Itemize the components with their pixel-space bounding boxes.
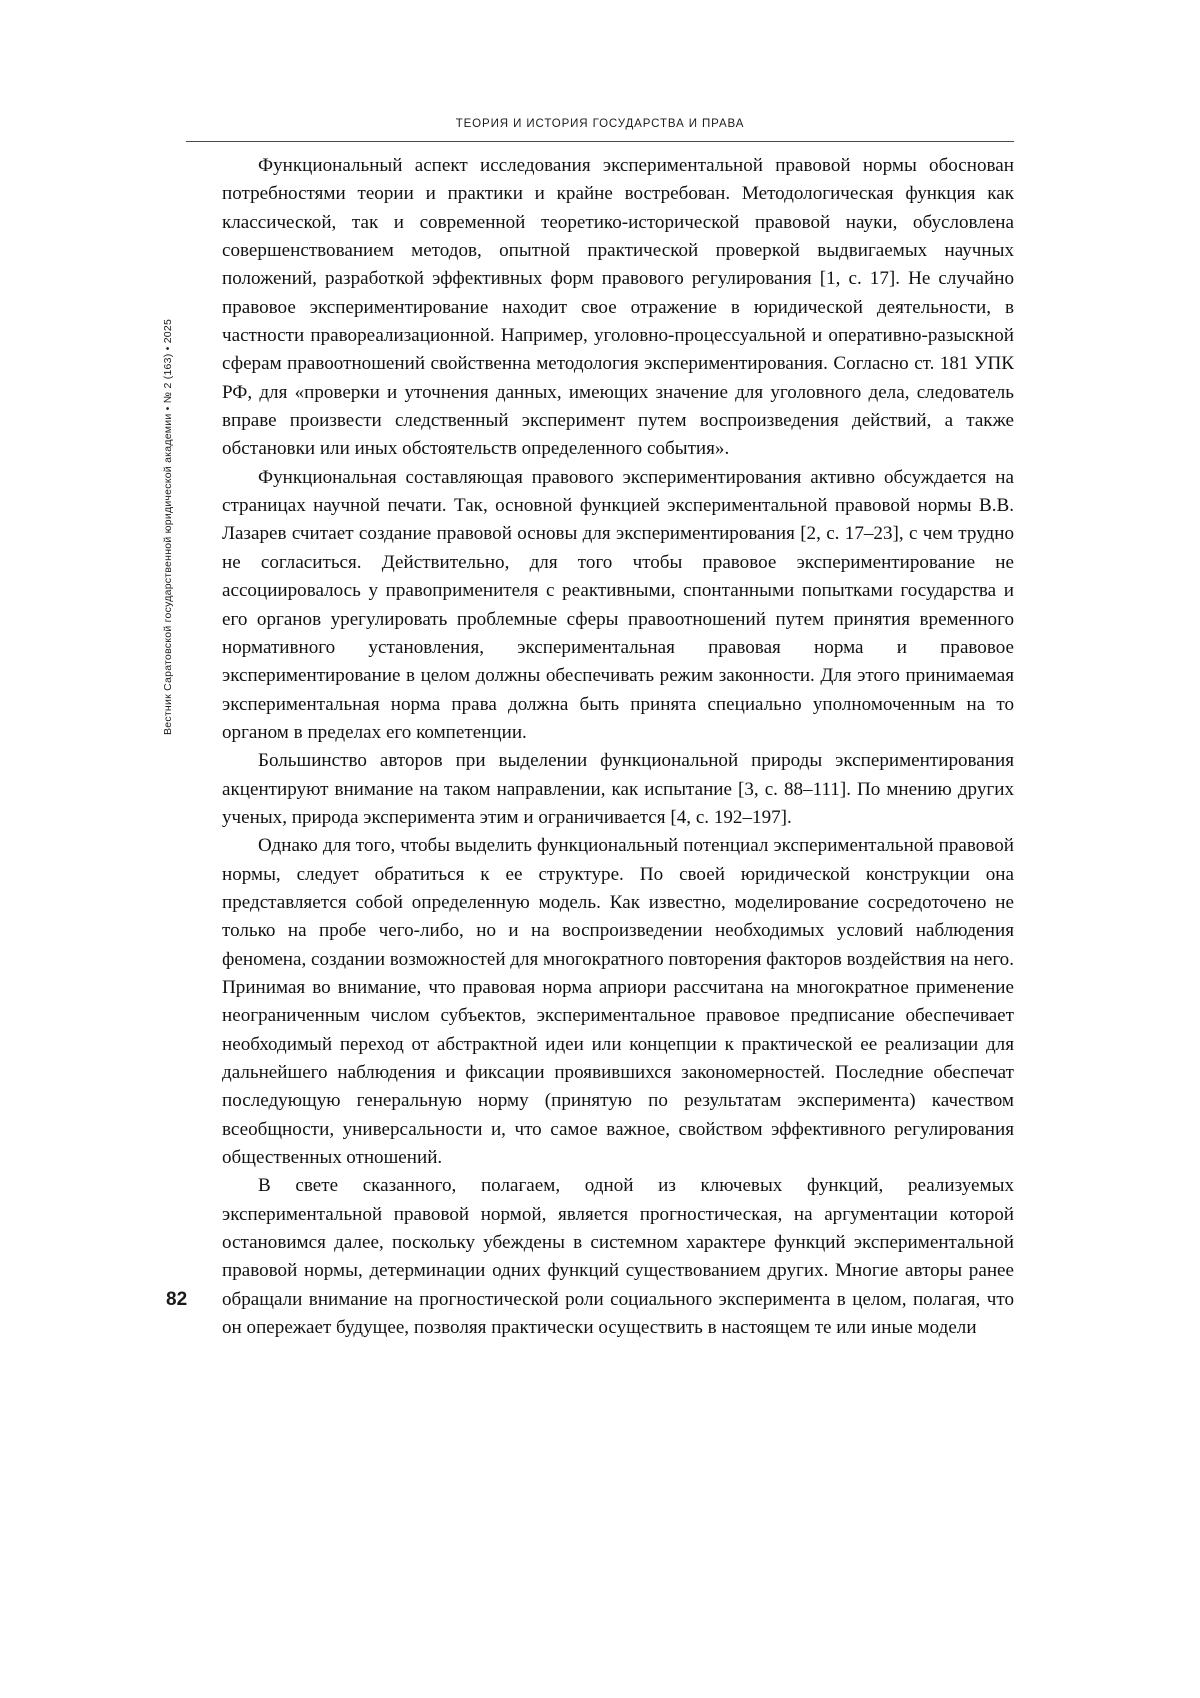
running-head: ТЕОРИЯ И ИСТОРИЯ ГОСУДАРСТВА И ПРАВА bbox=[455, 118, 745, 130]
paragraph: Большинство авторов при выделении функциональной природы экспериментирования акцентируют внимание на таком направлении, как испытание [3, с. 88–111]. По мнению других ученых, природа эксперимента этим и ограничивается [4, с. 192–197]. bbox=[222, 750, 1014, 828]
journal-side-caption: Вестник Саратовской государственной юридической академии • № 2 (163) • 2025 bbox=[162, 318, 174, 735]
body-text-column bbox=[222, 152, 1014, 1342]
page-number: 82 bbox=[166, 1289, 188, 1310]
paragraph: В свете сказанного, полагаем, одной из ключевых функций, реализуемых экспериментальной правовой нормой, является прогностическая, на аргументации которой остановимся далее, поскольку убеждены в системном характере функций экспериментальной правовой нормы, детерминации одних функций существованием других. Многие авторы ранее обращали внимание на прогностической роли социального эксперимента в целом, полагая, что он опережает будущее, позволяя практически осуществить в настоящем те или иные модели bbox=[222, 1175, 1014, 1339]
paragraph: Функциональная составляющая правового экспериментирования активно обсуждается на страницах научной печати. Так, основной функцией экспериментальной правовой нормы В.В. Лазарев считает создание правовой основы для экспериментирования [2, с. 17–23], с чем трудно не согласиться. Действительно, для того чтобы правовое экспериментирование не ассоциировалось у правоприменителя с реактивными, спонтанными попытками государства и его органов урегулировать проблемные сферы правоотношений путем принятия временного нормативного установления, экспериментальная правовая норма и правовое экспериментирование в целом должны обеспечивать режим законности. Для этого принимаемая экспериментальная норма права должна быть принята специально уполномоченным на то органом в пределах его компетенции. bbox=[222, 466, 1014, 743]
paragraph: Однако для того, чтобы выделить функциональный потенциал экспериментальной правовой нормы, следует обратиться к ее структуре. По своей юридической конструкции она представляется собой определенную модель. Как известно, моделирование сосредоточено не только на пробе чего-либо, но и на воспроизведении необходимых условий наблюдения феномена, создании возможностей для многократного повторения факторов воздействия на него. Принимая во внимание, что правовая норма априори рассчитана на многократное применение неограниченным числом субъектов, экспериментальное правовое предписание обеспечивает необходимый переход от абстрактной идеи или концепции к практической ее реализации для дальнейшего наблюдения и фиксации проявившихся закономерностей. Последние обеспечат последующую генеральную норму (принятую по результатам эксперимента) качеством всеобщности, универсальности и, что самое важное, свойством эффективного регулирования общественных отношений. bbox=[222, 835, 1014, 1169]
header-divider bbox=[186, 141, 1014, 142]
paragraph: Функциональный аспект исследования экспериментальной правовой нормы обоснован потребностями теории и практики и крайне востребован. Методологическая функция как классической, так и современной теоретико-исторической правовой науки, обусловлена совершенствованием методов, опытной практической проверкой выдвигаемых научных положений, разработкой эффективных форм правового регулирования [1, с. 17]. Не случайно правовое экспериментирование находит свое отражение в юридической деятельности, в частности правореализационной. Например, уголовно-процессуальной и оперативно-разыскной сферам правоотношений свойственна методология экспериментирования. Согласно ст. 181 УПК РФ, для «проверки и уточнения данных, имеющих значение для уголовного дела, следователь вправе произвести следственный эксперимент путем воспроизведения действий, а также обстановки или иных обстоятельств определенного события». bbox=[222, 155, 1014, 460]
